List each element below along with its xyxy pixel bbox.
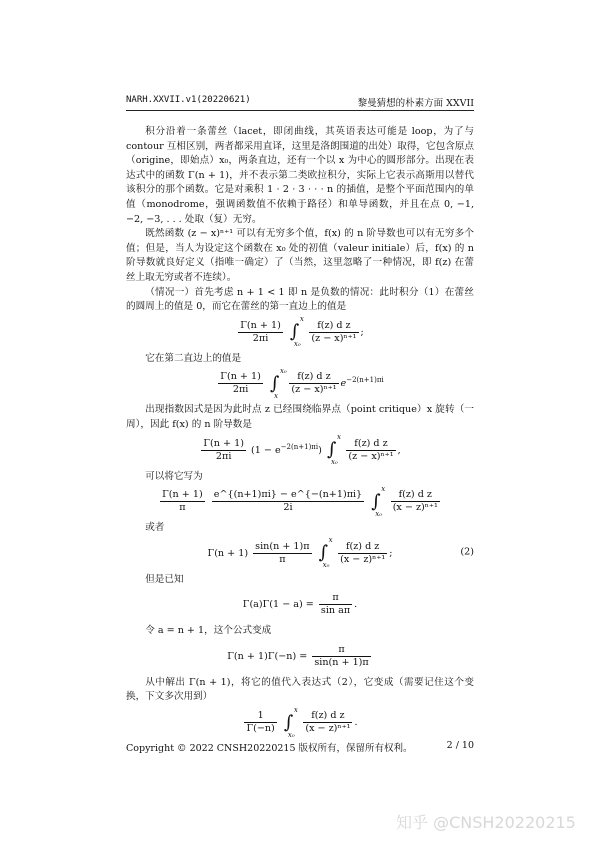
- equation-final: $\frac{1}{\Gamma(-n)}$ ∫ x x₀ $\frac{\text{f(z) d z}}{\text{(x − z)ⁿ⁺¹}}$ .: [246, 705, 358, 739]
- equation-first-edge: $\frac{\Gamma(n + 1)}{2\pi i}$ ∫ x x₀ $\frac{\text{f(z) d z}}{\text{(z − x)ⁿ⁺¹}}$ ;: [240, 315, 364, 349]
- copyright-text: Copyright © 2022 CNSH20220215 版权所有，保留所有权利。: [126, 743, 413, 754]
- paragraph-5: 出现指数因式是因为此时点 z 已经围绕临界点（point critique）x 旋转（一周），因此 f(x) 的 n 阶导数是: [126, 404, 474, 430]
- header-title: 黎曼猜想的朴素方面 XXVII: [357, 98, 474, 109]
- integral-sign: ∫ x₀ x: [269, 366, 287, 400]
- integral-sign: ∫ x x₀: [371, 484, 386, 518]
- paragraph-9: 令 a = n + 1，这个公式变成: [145, 625, 272, 637]
- fraction: $\frac{\pi}{\sin(n + 1)\pi}$: [314, 643, 369, 668]
- fraction: $\frac{\text{f(z) d z}}{\text{(z − x)ⁿ⁺¹}}$: [291, 371, 337, 396]
- fraction: $\frac{\Gamma(n + 1)}{\pi}$: [162, 489, 203, 514]
- paragraph-2: 既然函数 (z − x)ⁿ⁺¹ 可以有无穷多个值，f(x) 的 n 阶导数也可以有无穷多个值；但是，当人为设定这个函数在 x₀ 处的初值（valeur initiale）后，f(x) 的 n 阶导数就良好定义（指唯一确定）了（当然，这里忽略了一种情况，即 f(z) 在蕾丝上取无穷或者不连续）。: [126, 228, 474, 283]
- fraction: $\frac{\text{f(z) d z}}{\text{(x − z)ⁿ⁺¹}}$: [392, 489, 438, 514]
- fraction: $\frac{e\^{}\{(n+1)\pi i\} - e\^{}\{-(n+1)\pi i\}}{2i}$: [213, 489, 363, 514]
- running-header: [126, 95, 474, 109]
- fraction: $\frac{\text{f(z) d z}}{\text{(z − x)ⁿ⁺¹}}$: [348, 437, 394, 462]
- equation-number: (2): [460, 546, 474, 558]
- integral-sign: ∫ x x₀: [326, 433, 341, 466]
- integral-sign: ∫ x x₀: [283, 705, 298, 739]
- header-rule: [126, 110, 474, 111]
- equation-derivative: $\frac{\Gamma(n + 1)}{2\pi i}$ $(1 - e^{-2(n+1)\pi i})$ ∫ x x₀ $\frac{\text{f(z) d z}}{\text{(z − x)ⁿ⁺¹}}$ ,: [203, 433, 401, 466]
- integral-sign: ∫ x x₀: [289, 315, 304, 349]
- paragraph-6: 可以将它写为: [145, 470, 203, 482]
- header-id: NARH.XXVII.v1(20220621): [126, 95, 251, 105]
- page-footer: [126, 740, 474, 754]
- fraction: $\frac{\text{f(z) d z}}{\text{(x − z)ⁿ⁺¹}}$: [340, 540, 386, 565]
- paragraph-8: 但是已知: [145, 573, 184, 585]
- fraction: $\frac{\Gamma(n + 1)}{2\pi i}$: [220, 371, 261, 396]
- watermark: 知乎 @CNSH20220215: [396, 813, 576, 832]
- equation-reflection: Γ(a)Γ(1 − a) = $\frac{\pi}{\text{sin aπ}}$ .: [242, 592, 358, 617]
- fraction: $\frac{\text{f(z) d z}}{\text{(z − x)ⁿ⁺¹}}$: [311, 319, 357, 344]
- fraction: $\frac{\pi}{\text{sin aπ}}$: [320, 592, 351, 617]
- fraction: $\frac{\Gamma(n + 1)}{2\pi i}$: [203, 437, 244, 462]
- equation-second-edge: $\frac{\Gamma(n + 1)}{2\pi i}$ ∫ x₀ x $\frac{\text{f(z) d z}}{\text{(z − x)ⁿ⁺¹}}$ $e^{-2(n+1)\pi i}$: [220, 366, 384, 400]
- page-number: 2 / 10: [446, 740, 474, 751]
- fraction: $\frac{1}{\Gamma(-n)}$: [246, 710, 275, 735]
- fraction: $\frac{\text{f(z) d z}}{\text{(x − z)ⁿ⁺¹}}$: [305, 710, 351, 735]
- paragraph-1: 积分沿着一条蕾丝（lacet，即闭曲线，其英语表达可能是 loop，为了与 contour 互相区别，两者都采用直译，这里是洛朗围道的出处）取得，它包含原点（origine，即始点）x₀，两条直边，还有一个以 x 为中心的圆形部分。出现在表达式中的函数 Γ(n + 1)，并不表示第二类欧拉积分，实际上它表示高斯用以替代该积分的那个函数。它是对乘积 1 · 2 · 3 · · · n 的插值，是整个平面范围内的单值（monodrome，强调函数值不依赖于路径）和单导函数，并且在点 0, −1, −2, −3, . . . 处取（复）无穷。: [126, 126, 474, 225]
- paragraph-4: 它在第二直边上的值是: [145, 352, 242, 364]
- fraction: $\frac{\sin(n + 1)\pi}{\pi}$: [255, 540, 310, 565]
- paragraph-3: （情况一）首先考虑 n + 1 < 1 即 n 是负数的情况：此时积分（1）在蕾丝的圆周上的值是 0，而它在蕾丝的第一直边上的值是: [126, 286, 474, 313]
- fraction: $\frac{\Gamma(n + 1)}{2\pi i}$: [240, 319, 281, 344]
- equation-rewritten: [126, 484, 474, 518]
- page-body: [126, 125, 474, 742]
- paragraph-10: 从中解出 Γ(n + 1)，将它的值代入表达式（2），它变成（需要记住这个变换，下文多次用到）: [126, 676, 474, 703]
- equation-substituted: Γ(n + 1)Γ(−n) = $\frac{\pi}{\sin(n + 1)\pi}$: [227, 643, 369, 668]
- integral-sign: ∫ x x₀: [318, 536, 333, 570]
- paragraph-7: 或者: [145, 522, 165, 534]
- equation-2: Γ(n + 1) $\frac{\sin(n + 1)\pi}{\pi}$ ∫ x x₀ $\frac{\text{f(z) d z}}{\text{(x − z)ⁿ⁺¹}}$ ; (2): [207, 536, 474, 570]
